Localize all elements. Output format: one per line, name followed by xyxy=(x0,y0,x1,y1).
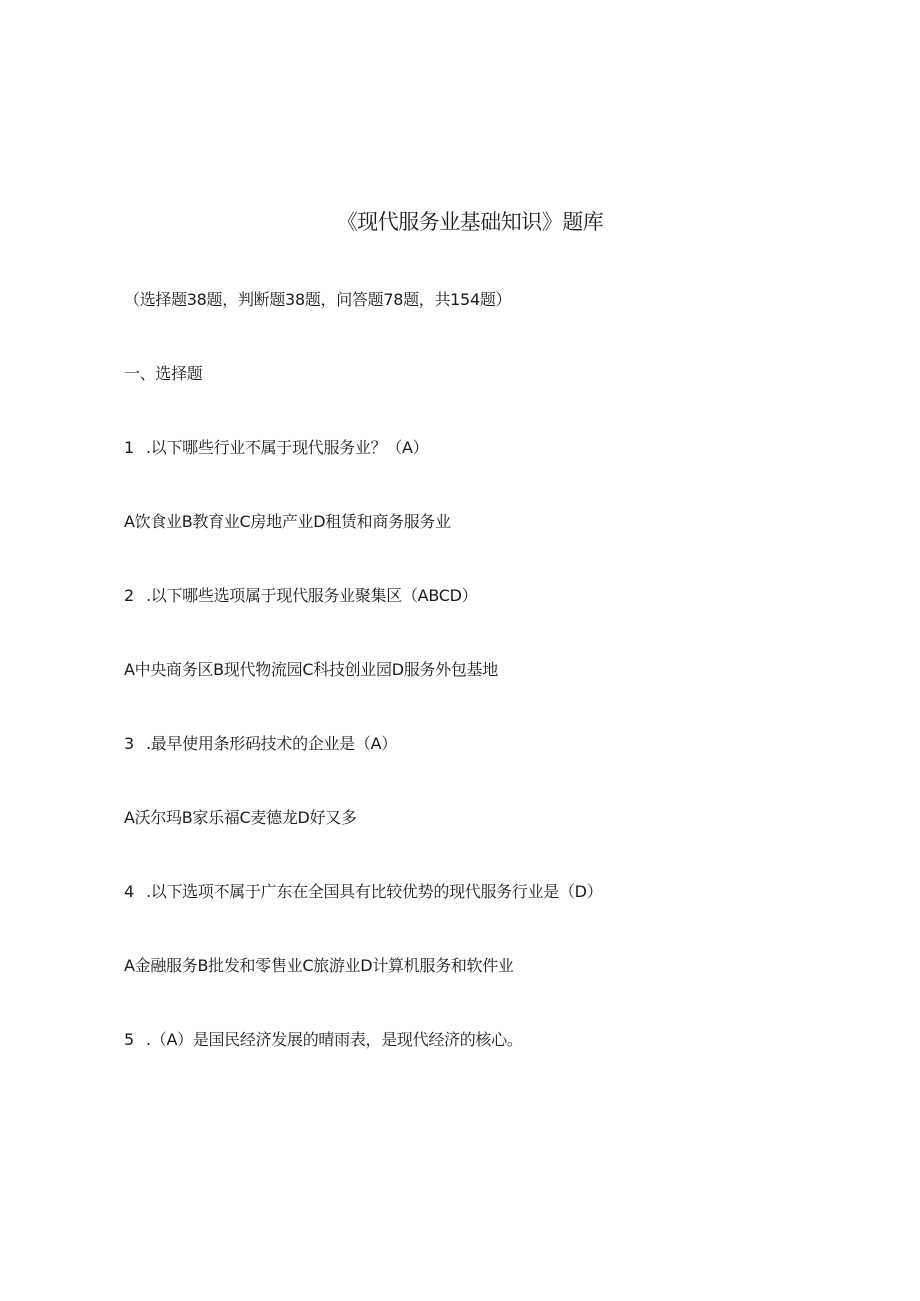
question-4-options: A金融服务B批发和零售业C旅游业D计算机服务和软件业 xyxy=(124,956,514,975)
question-text: .以下哪些选项属于现代服务业聚集区（ABCD） xyxy=(146,586,478,605)
question-text: .（A）是国民经济发展的晴雨表，是现代经济的核心。 xyxy=(146,1030,523,1049)
question-number: 4 xyxy=(124,882,134,901)
question-4 xyxy=(124,880,602,904)
question-text: .最早使用条形码技术的企业是（A） xyxy=(146,734,397,753)
document-title: 《现代服务业基础知识》题库 xyxy=(336,210,604,234)
question-2-options: A中央商务区B现代物流园C科技创业园D服务外包基地 xyxy=(124,660,498,679)
question-2 xyxy=(124,584,477,608)
question-1-options: A饮食业B教育业C房地产业D租赁和商务服务业 xyxy=(124,512,451,531)
question-number: 1 xyxy=(124,438,134,457)
question-3 xyxy=(124,732,397,756)
question-number: 2 xyxy=(124,586,134,605)
section-heading: 一、选择题 xyxy=(124,364,203,383)
question-number: 5 xyxy=(124,1030,134,1049)
question-5 xyxy=(124,1028,523,1052)
question-3-options: A沃尔玛B家乐福C麦德龙D好又多 xyxy=(124,808,357,827)
question-text: .以下选项不属于广东在全国具有比较优势的现代服务行业是（D） xyxy=(146,882,603,901)
question-summary: （选择题38题，判断题38题，问答题78题，共154题） xyxy=(124,290,512,309)
question-text: .以下哪些行业不属于现代服务业？（A） xyxy=(146,438,429,457)
question-1 xyxy=(124,436,428,460)
question-number: 3 xyxy=(124,734,134,753)
